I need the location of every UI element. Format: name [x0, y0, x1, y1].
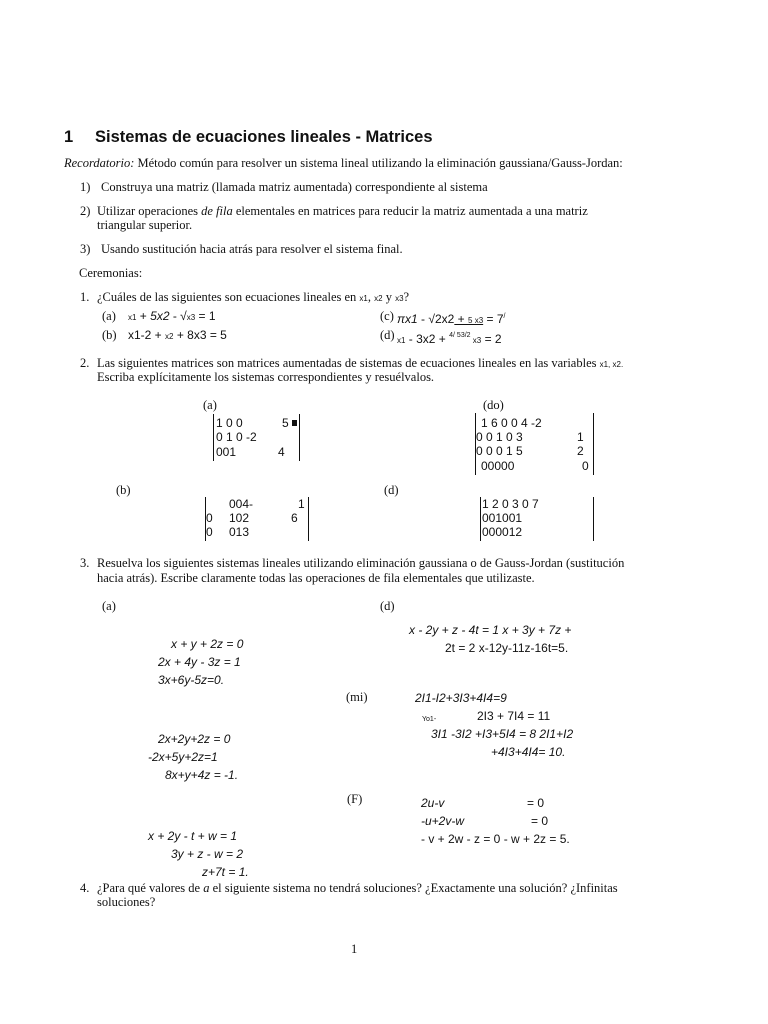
reminder [64, 156, 623, 171]
matrix-a-mark [292, 420, 297, 426]
q4-text: ¿Para qué valores de a el siguiente sistema no tendrá soluciones? ¿Exactamente una solución? ¿Infinitas [97, 881, 618, 895]
matrix-b-lead-3: 0 [206, 525, 213, 539]
matrix-a-row-3: 001 [216, 445, 237, 459]
system-c-eq-1: x + 2y - t + w = 1 [148, 829, 238, 843]
q1a-label: (a) [102, 309, 116, 323]
q2-num: 2. [80, 356, 90, 370]
q1b-label: (b) [102, 328, 117, 342]
q1a-equation: x1 + 5x2 - √x3 = 1 [128, 309, 216, 323]
system-d-eq-1: x - 2y + z - 4t = 1 x + 3y + 7z + [409, 623, 572, 637]
matrix-b-row-3: 013 [229, 525, 250, 539]
matrix-do-row-3: 0 0 0 1 5 [476, 444, 523, 458]
system-a-eq-2: 2x + 4y - 3z = 1 [158, 655, 241, 669]
system-a-eq-1: x + y + 2z = 0 [171, 637, 244, 651]
matrix-d-row-1: 1 2 0 3 0 7 [482, 497, 539, 511]
q1d-equation: x1 - 3x2 + $^{4/ 53/2}$ x3 = 2 [397, 332, 502, 346]
matrix-b-row-1: 004- [229, 497, 254, 511]
q1b-equation: x1-2 + x2 + 8x3 = 5 [128, 328, 227, 342]
system-c-eq-3: z+7t = 1. [202, 865, 249, 879]
q3-num: 3. [80, 556, 90, 570]
q1c-label: (c) [380, 309, 394, 323]
step-2-text-line2: triangular superior. [97, 218, 193, 232]
q4-text-line2: soluciones? [97, 895, 156, 909]
system-e-eq-4: +4I3+4I4= 10. [491, 745, 566, 759]
matrix-do-rhs-3: 2 [577, 444, 584, 458]
system-f-eq-2: -u+2v-w [421, 814, 465, 828]
system-f-eq-1: 2u-v [421, 796, 445, 810]
matrix-a-label: (a) [203, 398, 217, 412]
system-a-label: (a) [102, 599, 116, 613]
system-e-eq-1: 2I1-I2+3I3+4I4=9 [415, 691, 507, 705]
q4-num: 4. [80, 881, 90, 895]
step-3-num: 3) [80, 242, 91, 256]
system-c-eq-2: 3y + z - w = 2 [171, 847, 244, 861]
matrix-b-label: (b) [116, 483, 131, 497]
matrix-d-row-3: 000012 [482, 525, 523, 539]
matrix-a-row-2: 0 1 0 -2 [216, 430, 257, 444]
step-3-text: Usando sustitución hacia atrás para resolver el sistema final. [101, 242, 403, 256]
matrix-b-rhs-1: 1 [298, 497, 305, 511]
matrix-d-left-bracket [480, 497, 481, 541]
system-f-label: (F) [347, 792, 363, 806]
q2-text-line2: Escriba explícitamente los sistemas correspondientes y resuélvalos. [97, 370, 435, 384]
system-a-eq-3: 3x+6y-5z=0. [158, 673, 225, 687]
system-b-eq-3: 8x+y+4z = -1. [165, 768, 239, 782]
matrix-do-row-1: 1 6 0 0 4 -2 [481, 416, 542, 430]
system-e-label: (mi) [346, 690, 368, 704]
ceremonias-heading: Ceremonias: [79, 266, 143, 280]
system-d-label: (d) [380, 599, 395, 613]
section-title: Sistemas de ecuaciones lineales - Matrices [95, 128, 433, 146]
step-2-num: 2) [80, 204, 91, 218]
matrix-a-row-1: 1 0 0 [216, 416, 243, 430]
system-f-rhs-1: = 0 [527, 796, 545, 810]
q3-text-line2: hacia atrás). Escribe claramente todas las operaciones de fila elementales que utilizaste. [97, 571, 535, 585]
matrix-a-left-bracket [213, 414, 214, 461]
reminder-text: Método común para resolver un sistema lineal utilizando la eliminación gaussiana/Gauss-Jordan: [134, 156, 623, 170]
system-e-small: Yo1- [422, 716, 437, 723]
matrix-d-row-2: 001001 [482, 511, 523, 525]
system-b-eq-1: 2x+2y+2z = 0 [158, 732, 231, 746]
matrix-a-rhs-1: 5 [282, 416, 289, 430]
system-d-eq-2: 2t = 2 x-12y-11z-16t=5. [445, 641, 569, 655]
matrix-b-right-bracket [308, 497, 309, 541]
matrix-b-rhs-2: 6 [291, 511, 298, 525]
matrix-b-row-2: 102 [229, 511, 250, 525]
q1-text: ¿Cuáles de las siguientes son ecuaciones lineales en x1, x2 y x3? [97, 290, 410, 304]
step-1-text: Construya una matriz (llamada matriz aumentada) correspondiente al sistema [101, 180, 488, 194]
matrix-do-rhs-4: 0 [582, 459, 589, 473]
system-f-eq-3: - v + 2w - z = 0 - w + 2z = 5. [421, 832, 570, 846]
q2-text: Las siguientes matrices son matrices aumentadas de sistemas de ecuaciones lineales en las variables x1, x2. [97, 356, 624, 370]
system-e-eq-3: 3I1 -3I2 +I3+5I4 = 8 2I1+I2 [431, 727, 574, 741]
system-b-eq-2: -2x+5y+2z=1 [148, 750, 218, 764]
reminder-label: Recordatorio: [64, 156, 135, 170]
matrix-d-label: (d) [384, 483, 399, 497]
system-f-rhs-2: = 0 [531, 814, 549, 828]
matrix-do-row-4: 00000 [481, 459, 515, 473]
step-2-text: Utilizar operaciones de fila elementales en matrices para reducir la matriz aumentada a una matriz [97, 204, 588, 218]
matrix-a-right-bracket [299, 414, 300, 461]
step-1-num: 1) [80, 180, 91, 194]
system-e-eq-2: 2I3 + 7I4 = 11 [477, 709, 551, 723]
q1-num: 1. [80, 290, 90, 304]
section-number: 1 [64, 128, 74, 146]
matrix-do-rhs-2: 1 [577, 430, 584, 444]
q1c-equation: πx1 - √2x2 + 5 x3 = 7/ [397, 312, 506, 326]
matrix-do-row-2: 0 0 1 0 3 [476, 430, 523, 444]
q3-text: Resuelva los siguientes sistemas lineales utilizando eliminación gaussiana o de Gauss-Jordan (sustitución [97, 556, 625, 570]
q1d-label: (d) [380, 328, 395, 342]
matrix-do-right-bracket [593, 413, 594, 475]
matrix-a-rhs-3: 4 [278, 445, 285, 459]
matrix-d-right-bracket [593, 497, 594, 541]
matrix-b-lead-2: 0 [206, 511, 213, 525]
matrix-do-label: (do) [483, 398, 504, 412]
page-number: 1 [351, 942, 358, 956]
